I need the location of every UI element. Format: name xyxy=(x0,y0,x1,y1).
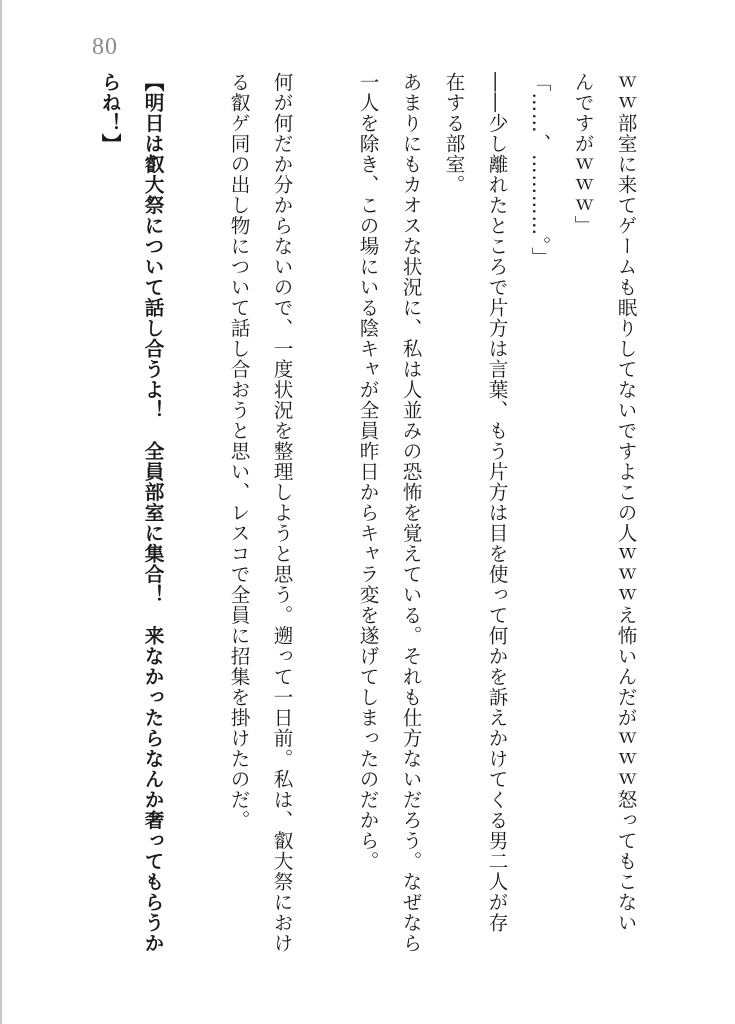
page-edge-rule xyxy=(0,0,2,1024)
text-line: あまりにもカオスな状況に、私は人並みの恐怖を覚えている。それも仕方ないだろう。なぜなら xyxy=(399,72,422,954)
text-line: ――少し離れたところで片方は言葉、もう片方は目を使って何かを訴えかけてくる男二人が存 xyxy=(485,72,508,933)
message-line: らね！】 xyxy=(98,72,121,154)
text-line: 何が何だか分からないので、一度状況を整理しようと思う。遡って一日前。私は、叡大祭におけ xyxy=(270,72,293,954)
blank-line xyxy=(303,72,346,972)
body-text xyxy=(88,72,647,972)
blank-line xyxy=(174,72,217,972)
text-line: 「……、…………。」 xyxy=(528,72,551,268)
text-line: んですがｗｗｗ」 xyxy=(571,72,594,236)
text-line: る叡ゲ同の出し物について話し合おうと思い、レスコで全員に招集を掛けたのだ。 xyxy=(227,72,250,831)
message-line: 【明日は叡大祭について話し合うよ！ 全員部室に集合！ 来なかったらなんか奢ってもらうか xyxy=(141,72,164,954)
text-line: 在する部室。 xyxy=(442,72,465,195)
text-line: ｗｗ部室に来てゲームも眠りしてないですよこの人ｗｗｗえ怖いんだがｗｗｗ怒ってもこない xyxy=(614,72,637,933)
page-number: 80 xyxy=(92,34,118,60)
text-line: 一人を除き、この場にいる陰キャが全員昨日からキャラ変を遂げてしまったのだから。 xyxy=(356,72,379,872)
